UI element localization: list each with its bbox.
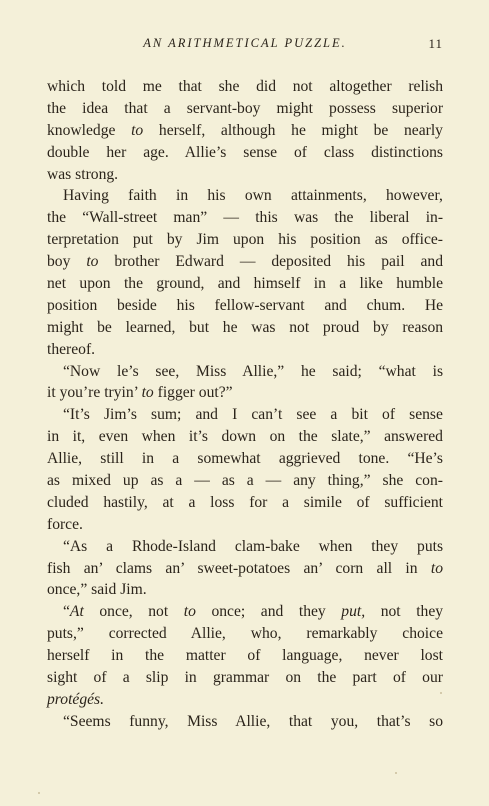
paper-speck — [395, 772, 397, 774]
text-line: protégés. — [47, 690, 105, 708]
body-text — [47, 76, 443, 733]
text-line: double her age. Allie’s sense of class distinctions — [47, 143, 444, 161]
text-line: force. — [47, 515, 83, 533]
page-header — [47, 36, 443, 56]
text-line: Allie, still in a somewhat aggrieved tone. “He’s — [47, 450, 443, 468]
text-line: might be learned, but he was not proud by reason — [47, 318, 444, 336]
text-line: which told me that she did not altogether relish — [47, 78, 444, 95]
text-line: “Seems funny, Miss Allie, that you, that’s so — [63, 712, 444, 730]
text-line: puts,” corrected Allie, who, remarkably choice — [47, 625, 443, 643]
page-number: 11 — [428, 36, 443, 51]
text-line: thereof. — [47, 340, 96, 358]
text-line: sight of a slip in grammar on the part of our — [47, 669, 443, 687]
text-line: “Now le’s see, Miss Allie,” he said; “what is — [63, 362, 444, 380]
text-line: knowledge to herself, although he might be nearly — [47, 121, 443, 139]
text-line: position beside his fellow-servant and chum. He — [47, 296, 444, 314]
text-line: “It’s Jim’s sum; and I can’t see a bit of sense — [63, 406, 443, 424]
text-line: cluded hastily, at a loss for a simile of sufficient — [47, 493, 443, 511]
text-line: in it, even when it’s down on the slate,” answered — [47, 428, 443, 446]
text-line: it you’re tryin’ to figger out?” — [47, 384, 233, 402]
text-line: net upon the ground, and himself in a like humble — [47, 275, 444, 293]
text-line: fish an’ clams an’ sweet-potatoes an’ corn all in to — [47, 559, 443, 577]
text-line: “At once, not to once; and they put, not they — [63, 603, 444, 621]
text-line: Having faith in his own attainments, however, — [63, 187, 443, 205]
text-line: was strong. — [47, 165, 119, 183]
text-line: “As a Rhode-Island clam-bake when they puts — [63, 537, 444, 555]
text-line: the “Wall-street man” — this was the liberal in- — [47, 209, 444, 227]
text-line: the idea that a servant-boy might possess superior — [47, 99, 444, 117]
text-line: boy to brother Edward — deposited his pail and — [47, 253, 444, 271]
text-line: as mixed up as a — as a — any thing,” she con- — [47, 472, 443, 490]
text-line: once,” said Jim. — [47, 581, 147, 599]
text-line: terpretation put by Jim upon his position as office- — [47, 231, 443, 249]
running-title: AN ARITHMETICAL PUZZLE. — [143, 36, 347, 50]
paper-speck — [38, 792, 40, 794]
text-line: herself in the matter of language, never lost — [47, 647, 443, 665]
paper-speck — [440, 692, 442, 694]
